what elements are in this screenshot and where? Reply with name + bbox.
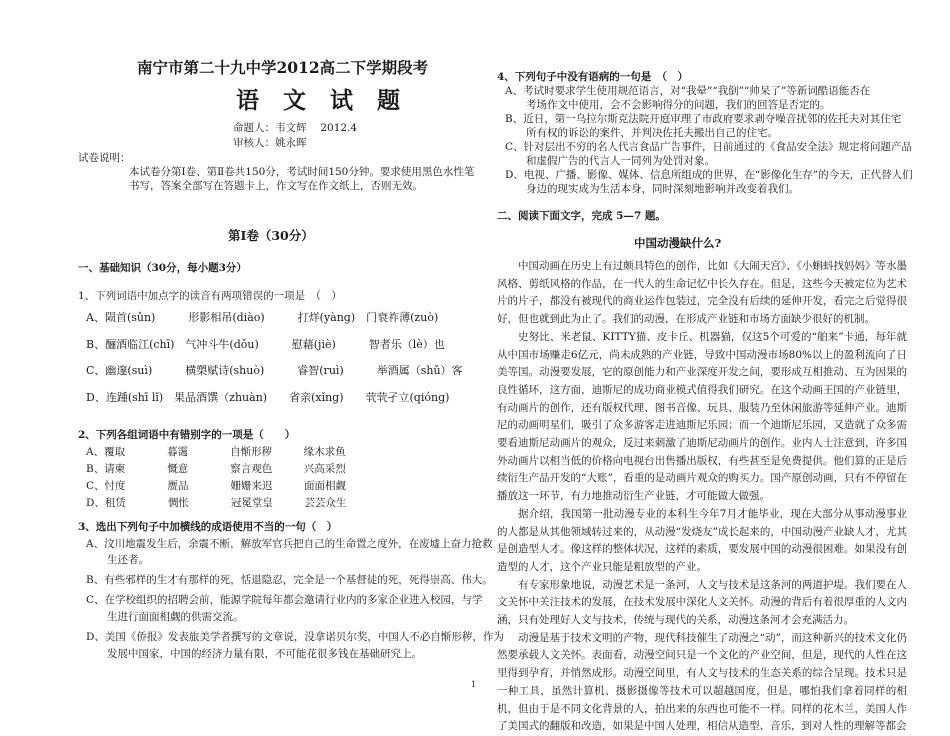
q1-option-a: A、陨首(sǔn) 形影相吊(diào) 打烊(yàng) 门衰祚薄(zuò): [86, 311, 439, 324]
q1-stem: 1、下列词语中加点字的读音有两项错误的一项是 （ ）: [78, 290, 342, 302]
section1-heading: 一、基础知识（30分，每小题3分）: [78, 262, 247, 274]
q2-option-c: C、忖度 赝品 姗姗来迟 面面相觑: [86, 480, 347, 492]
q2-option-d: D、租赁 惆怅 冠冕堂皇 芸芸众生: [86, 497, 347, 509]
q4-stem: 4、下列句子中没有语病的一句是 （ ）: [497, 71, 689, 83]
q4-option-b: B、近日，第一乌拉尔斯克法院开庭审理了市政府要求剥夺噪音扰邻的佐托夫对其住宅: [505, 113, 902, 125]
q4-option-a-cont: 考场作文中使用，会不会影响得分的问题，我们的回答是否定的。: [505, 99, 831, 111]
article-title: 中国动漫缺什么?: [634, 236, 722, 250]
q3-option-a-cont: 生还者。: [86, 554, 149, 566]
q2-option-a: A、覆取 暮霭 自惭形秽 缘木求鱼: [86, 446, 346, 458]
section2-heading: 二、阅读下面文字，完成 5—7 题。: [497, 210, 666, 222]
q4-option-c-cont: 和虚假广告的代言人一同列为处罚对象。: [505, 155, 715, 167]
q3-option-d-cont: 发展中国家，中国的经济力量有限，不可能花很多钱在基础研究上。: [86, 648, 422, 660]
q3-option-c: C、在学校组织的招聘会前，能源学院每年都会邀请行业内的多家企业进入校园，与学: [86, 594, 483, 606]
school-title: 南宁市第二十九中学2012高二下学期段考: [137, 58, 429, 77]
part1-title: 第Ⅰ卷（30分）: [228, 228, 314, 243]
q3-option-b: B、有些邪样的生才有那样的死，恬退隐忍，完全是一个基督徒的死，死得崇高、伟大。: [86, 574, 493, 586]
q3-stem: 3、选出下列句子中加横线的成语使用不当的一句（ ）: [78, 521, 338, 533]
article-body: [497, 258, 907, 736]
note-line: 书写，答案全部写在答题卡上，作文写在作文纸上，否则无效。: [129, 180, 423, 192]
q4-option-c: C、针对层出不穷的名人代言食品广告事件，日前通过的《食品安全法》规定将问题产品: [505, 141, 913, 153]
article-paragraph: 有专家形象地说，动漫艺术是一条河，人文与技术是这条河的两道护堤。我们要在人文关怀中关注技术的发展，在技术发展中深化人文关怀。动漫的背后有着很厚重的人文内涵，只有处理好人文与技术，传统与现代的关系，动漫这条河才会充满活力。: [497, 578, 907, 627]
q1-option-d: D、连踵(shī lǐ) 果品酒馔（zhuàn) 省亲(xǐng) 茕茕孑立(qióng): [86, 391, 450, 404]
q4-option-d: D、电视、广播、影像、媒体、信息所组成的世界，在“影像化生存”的今天，正代替人们: [505, 169, 913, 181]
article-paragraph: 史努比、米老鼠、KITTY猫、皮卡丘、机器猫，仅这5个可爱的“舶来”卡通，每年就从中国市场赚走6亿元，尚未成熟的产业链，导致中国动漫市场80%以上的盈利流向了日美等国。动漫要发展，它的原创能力和产业深度开发之间，要形成互相推动、互为因果的良性循环，这方面，迪斯尼的成功商业模式值得我们研究。在这个动画王国的产业链里，有动画片的创作，还有版权代理、图书音像、玩具、服装乃至休闲旅游等延伸产业。迪斯尼的动画明星们，吸引了众多游客走进迪斯尼乐园；而一个迪斯尼乐园，又造就了众多需要看迪斯尼动画片的观众，反过来刺激了迪斯尼动画片的创作。业内人士注意到，许多国外动画片以相当低的价格向电视台出售播出版权，有些甚至是免费提供。他们算的正是后续衍生产品开发的“大账”，看重的是动画片观众的购买力。国产原创动画，只有不停留在播放这一环节，有力地推动衍生产业链，才可能做大做强。: [497, 330, 907, 503]
q1-option-b: B、酾酒临江(chī) 气冲斗牛(dǒu) 慰藉(jiè) 智者乐（lè）也: [86, 338, 445, 351]
q4-option-a: A、考试时要求学生使用规范语言，对“我晕”“我倒”“帅呆了”等新词酷语能否在: [505, 85, 871, 97]
q3-option-d: D、美国《侨报》发表旅美学者撰写的文章说，没拿诺贝尔奖，中国人不必自惭形秽，作为: [86, 631, 504, 643]
q3-option-a: A、汶川地震发生后，余震不断，解放军官兵把自己的生命置之度外，在废墟上奋力抢救: [86, 538, 493, 550]
article-paragraph: 动漫是基于技术文明的产物，现代科技催生了动漫之“动”，而这种新兴的技术文化仍然要承载人文关怀。表面看，动漫空间只是一个文化的产业空间，但是，现代的人性在这里得到孕育，并悄然成形。动漫空间里，有人文与技术的生态关系的综合呈现。技术只是一种工具，虽然计算机、摄影摄像等技术可以超越国度，但是，哪怕我们拿着同样的相机，但由于是不同文化背景的人，拍出来的东西也可能不一样。同样的花木兰，美国人作了美国式的翻版和改造，如果是中国人处理，相信从造型、音乐，到对人性的理解等都会: [497, 631, 907, 733]
note-line: 本试卷分第Ⅰ卷、第Ⅱ卷共150分，考试时间150分钟。要求使用黑色水性笔: [129, 166, 475, 178]
notes-label: 试卷说明：: [78, 152, 131, 164]
q4-option-b-cont: 所有权的诉讼的案件，并判决佐托夫搬出自己的住宅。: [505, 127, 778, 139]
q2-stem: 2、下列各组词语中有错别字的一项是（ ）: [78, 429, 296, 441]
q2-option-b: B、请柬 慨意 察言观色 兴高采烈: [86, 463, 346, 475]
author-line: 命题人：韦文辉 2012.4: [233, 122, 358, 134]
article-paragraph: 据介绍，我国第一批动漫专业的本科生今年7月才能毕业，现在大部分从事动漫事业的人都是从其他领域转过来的，从动漫“发烧友”成长起来的，中国动漫产业缺人才，尤其是创造型人才。像这样的整体状况，这样的素质，要发展中国的动漫很困难。如果没有创造型的人才，这个产业只能是粗放型的产业。: [497, 507, 907, 573]
reviewer-line: 审核人：姚永晖: [233, 137, 307, 149]
q4-option-d-cont: 身边的现实成为生活本身，同时深刻地影响并改变着我们。: [505, 183, 799, 195]
article-paragraph: 中国动画在历史上有过颇具特色的创作，比如《大闹天宫》、《小蝌蚪找妈妈》等水墨风格、剪纸风格的作品，在一代人的生命记忆中长久存在。但是，这些今天被定位为艺术片的片子，都没有被现代的商业运作包装过，完全没有后续的延伸开发，看完之后觉得很好，但也就到此为止了。我们的动漫，在形成产业链和市场方面缺少很好的机制。: [497, 260, 907, 326]
q3-option-c-cont: 生进行面面相觑的供需交流。: [86, 611, 244, 623]
subject-title: 语 文 试 题: [236, 87, 409, 114]
page-number: 1: [471, 680, 477, 689]
q1-option-c: C、幽邃(suì) 横槊赋诗(shuò) 睿智(ruì) 举酒属（shǔ）客: [86, 364, 463, 377]
